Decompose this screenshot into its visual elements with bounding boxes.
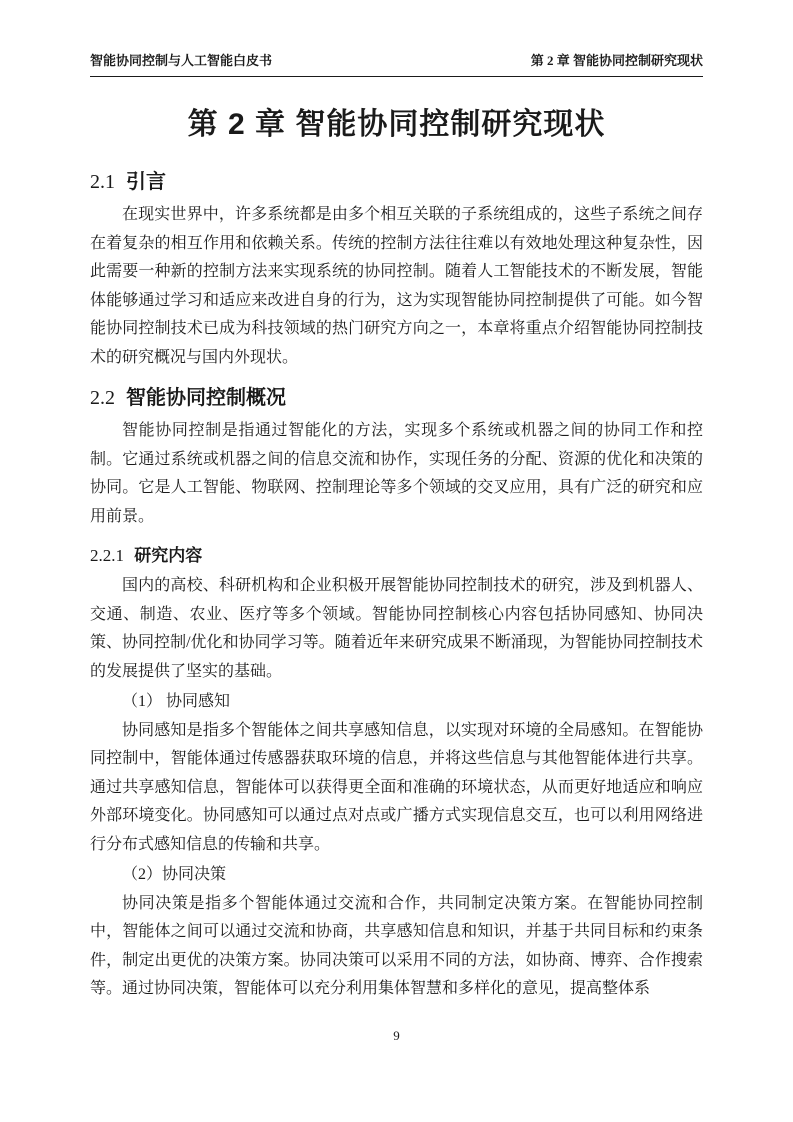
section-number: 2.2	[90, 387, 115, 409]
section-heading-2-2	[90, 385, 703, 412]
section-title: 引言	[126, 171, 166, 193]
page-content	[90, 52, 703, 1004]
section-2-2-paragraph: 智能协同控制是指通过智能化的方法，实现多个系统或机器之间的协同工作和控制。它通过系统或机器之间的信息交流和协作，实现任务的分配、资源的优化和决策的协同。它是人工智能、物联网、控制理论等多个领域的交叉应用，具有广泛的研究和应用前景。	[90, 422, 703, 525]
section-heading-2-1	[90, 169, 703, 196]
list-item-paragraph-1: 协同感知是指多个智能体之间共享感知信息，以实现对环境的全局感知。在智能协同控制中，智能体通过传感器获取环境的信息，并将这些信息与其他智能体进行共享。通过共享感知信息，智能体可以获得更全面和准确的环境状态，从而更好地适应和响应外部环境变化。协同感知可以通过点对点或广播方式实现信息交互，也可以利用网络进行分布式感知信息的传输和共享。	[90, 721, 703, 853]
list-item-paragraph-2: 协同决策是指多个智能体通过交流和合作，共同制定决策方案。在智能协同控制中，智能体之间可以通过交流和协商，共享感知信息和知识，并基于共同目标和约束条件，制定出更优的决策方案。协同决策可以采用不同的方法，如协商、博弈、合作搜索等。通过协同决策，智能体可以充分利用集体智慧和多样化的意见，提高整体系	[90, 894, 703, 997]
header-right-title: 第 2 章 智能协同控制研究现状	[530, 53, 703, 68]
section-title: 智能协同控制概况	[126, 387, 286, 409]
section-number: 2.1	[90, 171, 115, 193]
page-number: 9	[393, 1028, 400, 1043]
list-item-label-2: （2）协同决策	[122, 866, 227, 883]
section-number: 2.2.1	[90, 546, 124, 565]
running-header	[90, 52, 703, 77]
section-2-2-1-paragraph: 国内的高校、科研机构和企业积极开展智能协同控制技术的研究，涉及到机器人、交通、制造、农业、医疗等多个领域。智能协同控制核心内容包括协同感知、协同决策、协同控制/优化和协同学习等。随着近年来研究成果不断涌现，为智能协同控制技术的发展提供了坚实的基础。	[90, 577, 703, 680]
section-heading-2-2-1	[90, 544, 703, 568]
section-2-1-paragraph: 在现实世界中，许多系统都是由多个相互关联的子系统组成的，这些子系统之间存在着复杂的相互作用和依赖关系。传统的控制方法往往难以有效地处理这种复杂性，因此需要一种新的控制方法来实现系统的协同控制。随着人工智能技术的不断发展，智能体能够通过学习和适应来改进自身的行为，这为实现智能协同控制提供了可能。如今智能协同控制技术已成为科技领域的热门研究方向之一，本章将重点介绍智能协同控制技术的研究概况与国内外现状。	[90, 206, 703, 366]
list-item-label-1: （1） 协同感知	[122, 693, 231, 710]
header-left-title: 智能协同控制与人工智能白皮书	[90, 53, 273, 68]
section-title: 研究内容	[134, 546, 203, 565]
chapter-title: 第 2 章 智能协同控制研究现状	[187, 108, 606, 141]
